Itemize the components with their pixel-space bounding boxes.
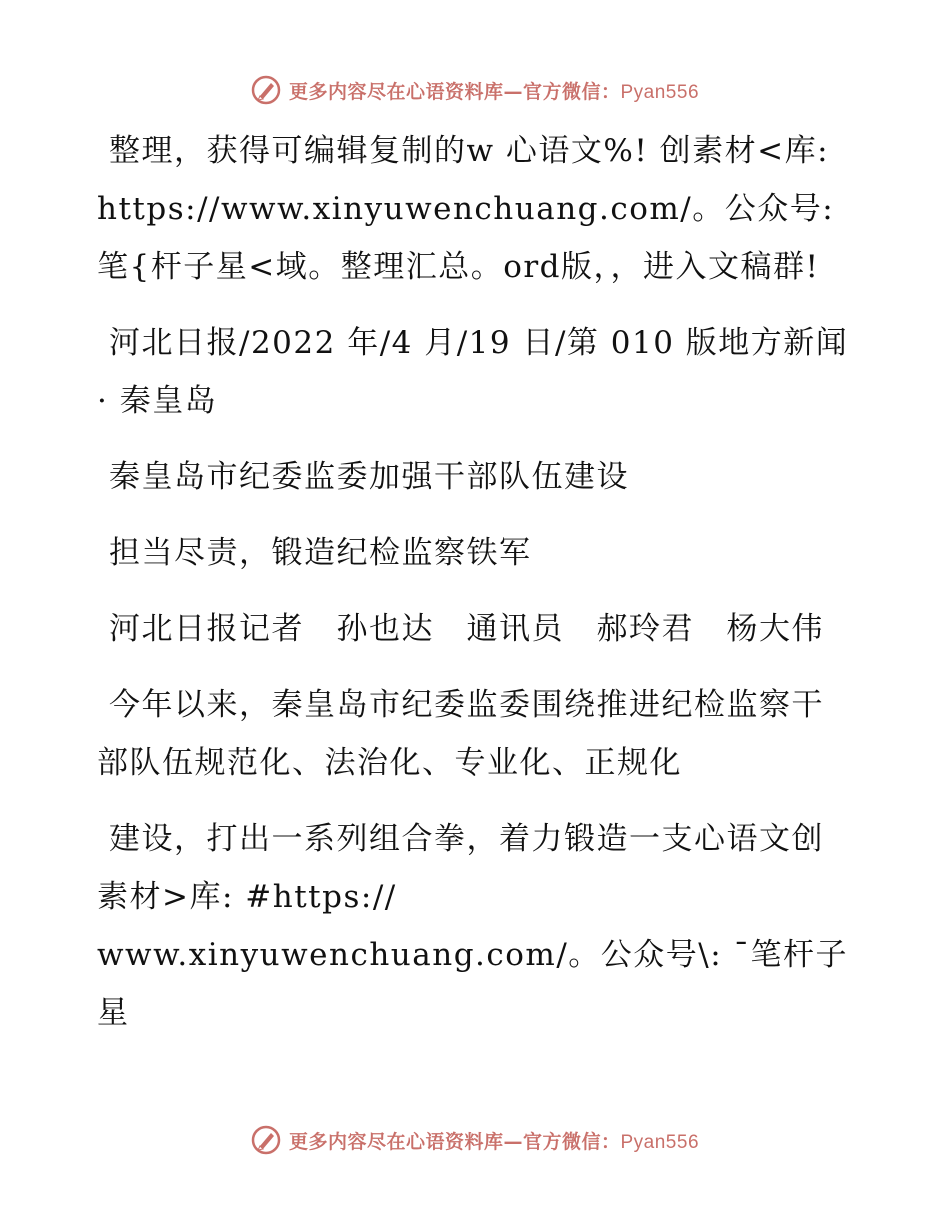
article-subtitle: 担当尽责，锻造纪检监察铁军 bbox=[109, 535, 532, 571]
article-title: 秦皇岛市纪委监委加强干部队伍建设 bbox=[109, 459, 629, 495]
intro-paragraph: 整理，获得可编辑复制的w 心语文%! 创素材<库: https://www.xinyuwenchuang.com/。公众号: 笔{杆子星<域。整理汇总。ord版，，进入文稿群! bbox=[97, 133, 835, 285]
source-line: 河北日报/2022 年/4 月/19 日/第 010 版地方新闻· 秦皇岛 bbox=[97, 325, 849, 419]
byline: 河北日报记者 孙也达 通讯员 郝玲君 杨大伟 bbox=[109, 611, 824, 647]
footer-banner bbox=[0, 1120, 950, 1160]
header-banner bbox=[0, 70, 950, 110]
document-body bbox=[97, 122, 852, 1042]
body-paragraph: www.xinyuwenchuang.com/。公众号\: ¯笔杆子星 bbox=[97, 937, 849, 1031]
body-paragraph: 今年以来，秦皇岛市纪委监委围绕推进纪检监察干部队伍规范化、法治化、专业化、正规化 bbox=[97, 687, 824, 781]
banner-text: 更多内容尽在心语资料库—官方微信：Pyan556 bbox=[288, 80, 700, 103]
banner-text: 更多内容尽在心语资料库—官方微信：Pyan556 bbox=[288, 1130, 700, 1153]
pen-logo-icon bbox=[251, 75, 281, 105]
body-paragraph: 建设，打出一系列组合拳，着力锻造一支心语文创素材>库: #https:// bbox=[97, 821, 824, 915]
pen-logo-icon bbox=[251, 1125, 281, 1155]
